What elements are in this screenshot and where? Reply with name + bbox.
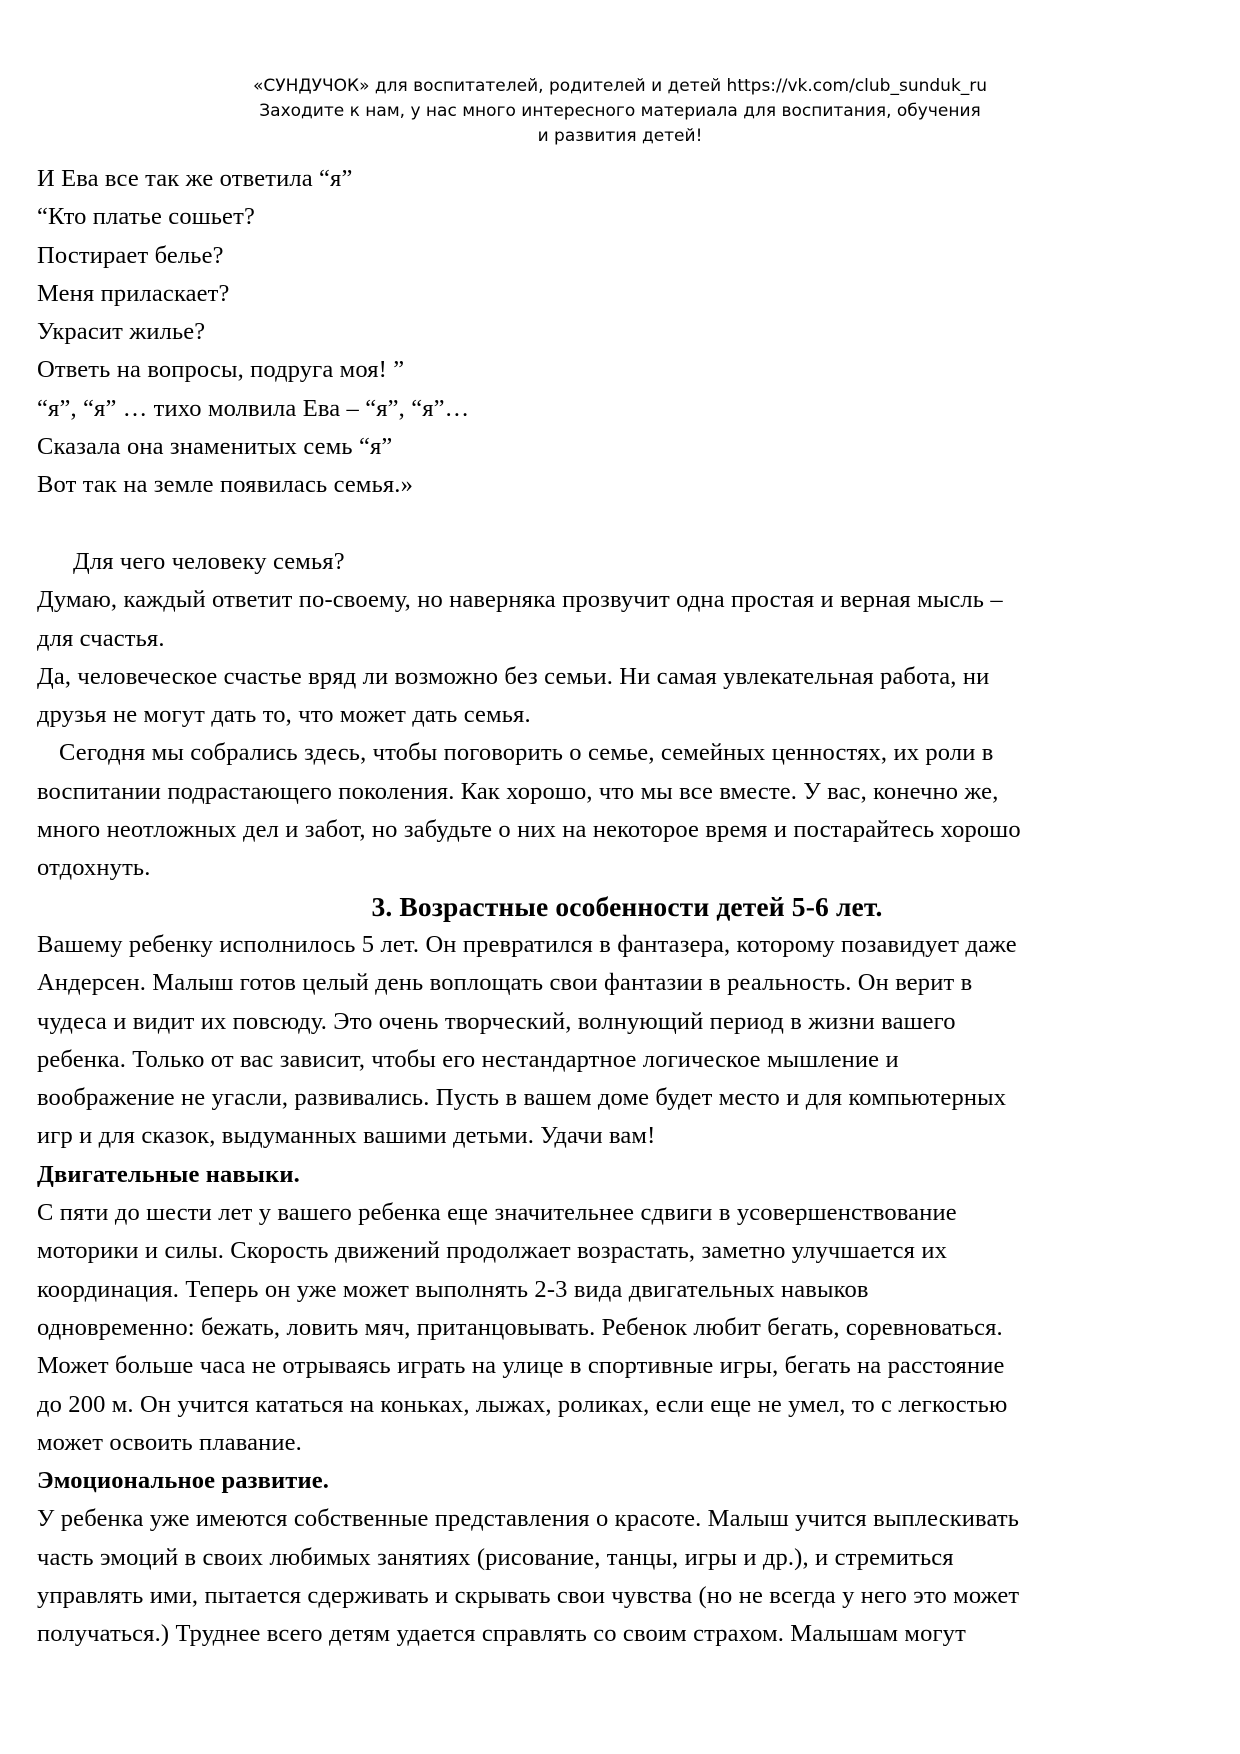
paragraph-gathering [37,734,1217,887]
poem-line: “Кто платье сошьет? [37,203,255,231]
poem-block [37,160,1217,505]
poem-line: Сказала она знаменитых семь “я” [37,433,393,461]
paragraph-line: Вашему ребенку исполнилось 5 лет. Он превратился в фантазера, которому позавидует даже [37,930,1017,958]
poem-line: Украсит жилье? [37,318,206,346]
paragraph-line: получаться.) Труднее всего детям удается справлять со своим страхом. Малышам могут [37,1620,966,1648]
paragraph-line: воображение не угасли, развивались. Пусть в вашем доме будет место и для компьютерных [37,1084,1007,1112]
paragraph-line: чудеса и видит их повсюду. Это очень творческий, волнующий период в жизни вашего [37,1007,956,1035]
poem-line: Постирает белье? [37,241,224,269]
paragraph-line: Андерсен. Малыш готов целый день воплощать свои фантазии в реальность. Он верит в [37,969,973,997]
paragraph-family [37,658,1217,735]
paragraph-line: до 200 м. Он учится кататься на коньках, лыжах, роликах, если еще не умел, то с легкостью [37,1390,1008,1418]
paragraph-line: друзья не могут дать то, что может дать семья. [37,701,531,729]
poem-line: “я”, “я” … тихо молвила Ева – “я”, “я”… [37,394,470,422]
paragraph-line: Сегодня мы собрались здесь, чтобы поговорить о семье, семейных ценностях, их роли в [59,739,994,767]
paragraph-line: управлять ими, пытается сдерживать и скрывать свои чувства (но не всегда у него это может [37,1581,1020,1609]
paragraph-line: координация. Теперь он уже может выполнять 2-3 вида двигательных навыков [37,1275,869,1303]
header-line-1: «СУНДУЧОК» для воспитателей, родителей и детей https://vk.com/club_sunduk_ru [252,76,988,96]
paragraph-motor-skills [37,1194,1217,1462]
paragraph-line: С пяти до шести лет у вашего ребенка еще значительнее сдвиги в усовершенствование [37,1199,957,1227]
paragraph-line: Думаю, каждый ответит по-своему, но наверняка прозвучит одна простая и верная мысль – [37,586,1003,614]
paragraph-line: воспитании подрастающего поколения. Как хорошо, что мы все вместе. У вас, конечно же, [37,777,999,805]
subheading-emotional-development: Эмоциональное развитие. [37,1467,330,1495]
header-line-3: и развития детей! [537,126,703,146]
paragraph-line: У ребенка уже имеются собственные представления о красоте. Малыш учится выплескивать [37,1505,1020,1533]
paragraph-line: одновременно: бежать, ловить мяч, пританцовывать. Ребенок любит бегать, соревноваться. [37,1313,1003,1341]
page-header [0,74,1240,149]
paragraph-emotional-development [37,1500,1217,1653]
paragraph-line: моторики и силы. Скорость движений продолжает возрастать, заметно улучшается их [37,1237,947,1265]
subheading-motor-skills: Двигательные навыки. [37,1160,300,1188]
paragraph-age-intro [37,926,1217,1156]
paragraph-line: может освоить плавание. [37,1428,302,1456]
question-line: Для чего человеку семья? [73,547,345,575]
paragraph-line: отдохнуть. [37,854,151,882]
paragraph-line: игр и для сказок, выдуманных вашими детьми. Удачи вам! [37,1122,656,1150]
paragraph-line: для счастья. [37,624,165,652]
paragraph-line: Да, человеческое счастье вряд ли возможно без семьи. Ни самая увлекательная работа, ни [37,662,990,690]
section-title: 3. Возрастные особенности детей 5-6 лет. [371,890,883,922]
poem-line: И Ева все так же ответила “я” [37,165,353,192]
paragraph-line: часть эмоций в своих любимых занятиях (рисование, танцы, игры и др.), и стремиться [37,1543,954,1571]
document-body [37,160,1217,1654]
paragraph-line: много неотложных дел и забот, но забудьте о них на некоторое время и постарайтесь хорошо [37,816,1021,844]
poem-line: Меня приласкает? [37,279,230,307]
paragraph-happiness [37,581,1217,658]
poem-line: Ответь на вопросы, подруга моя! ” [37,356,405,384]
paragraph-line: Может больше часа не отрываясь играть на улице в спортивные игры, бегать на расстояние [37,1352,1005,1380]
header-line-2: Заходите к нам, у нас много интересного материала для воспитания, обучения [259,101,981,121]
blank-line [37,505,1217,543]
paragraph-line: ребенка. Только от вас зависит, чтобы его нестандартное логическое мышление и [37,1045,899,1073]
poem-line: Вот так на земле появилась семья.» [37,471,413,499]
